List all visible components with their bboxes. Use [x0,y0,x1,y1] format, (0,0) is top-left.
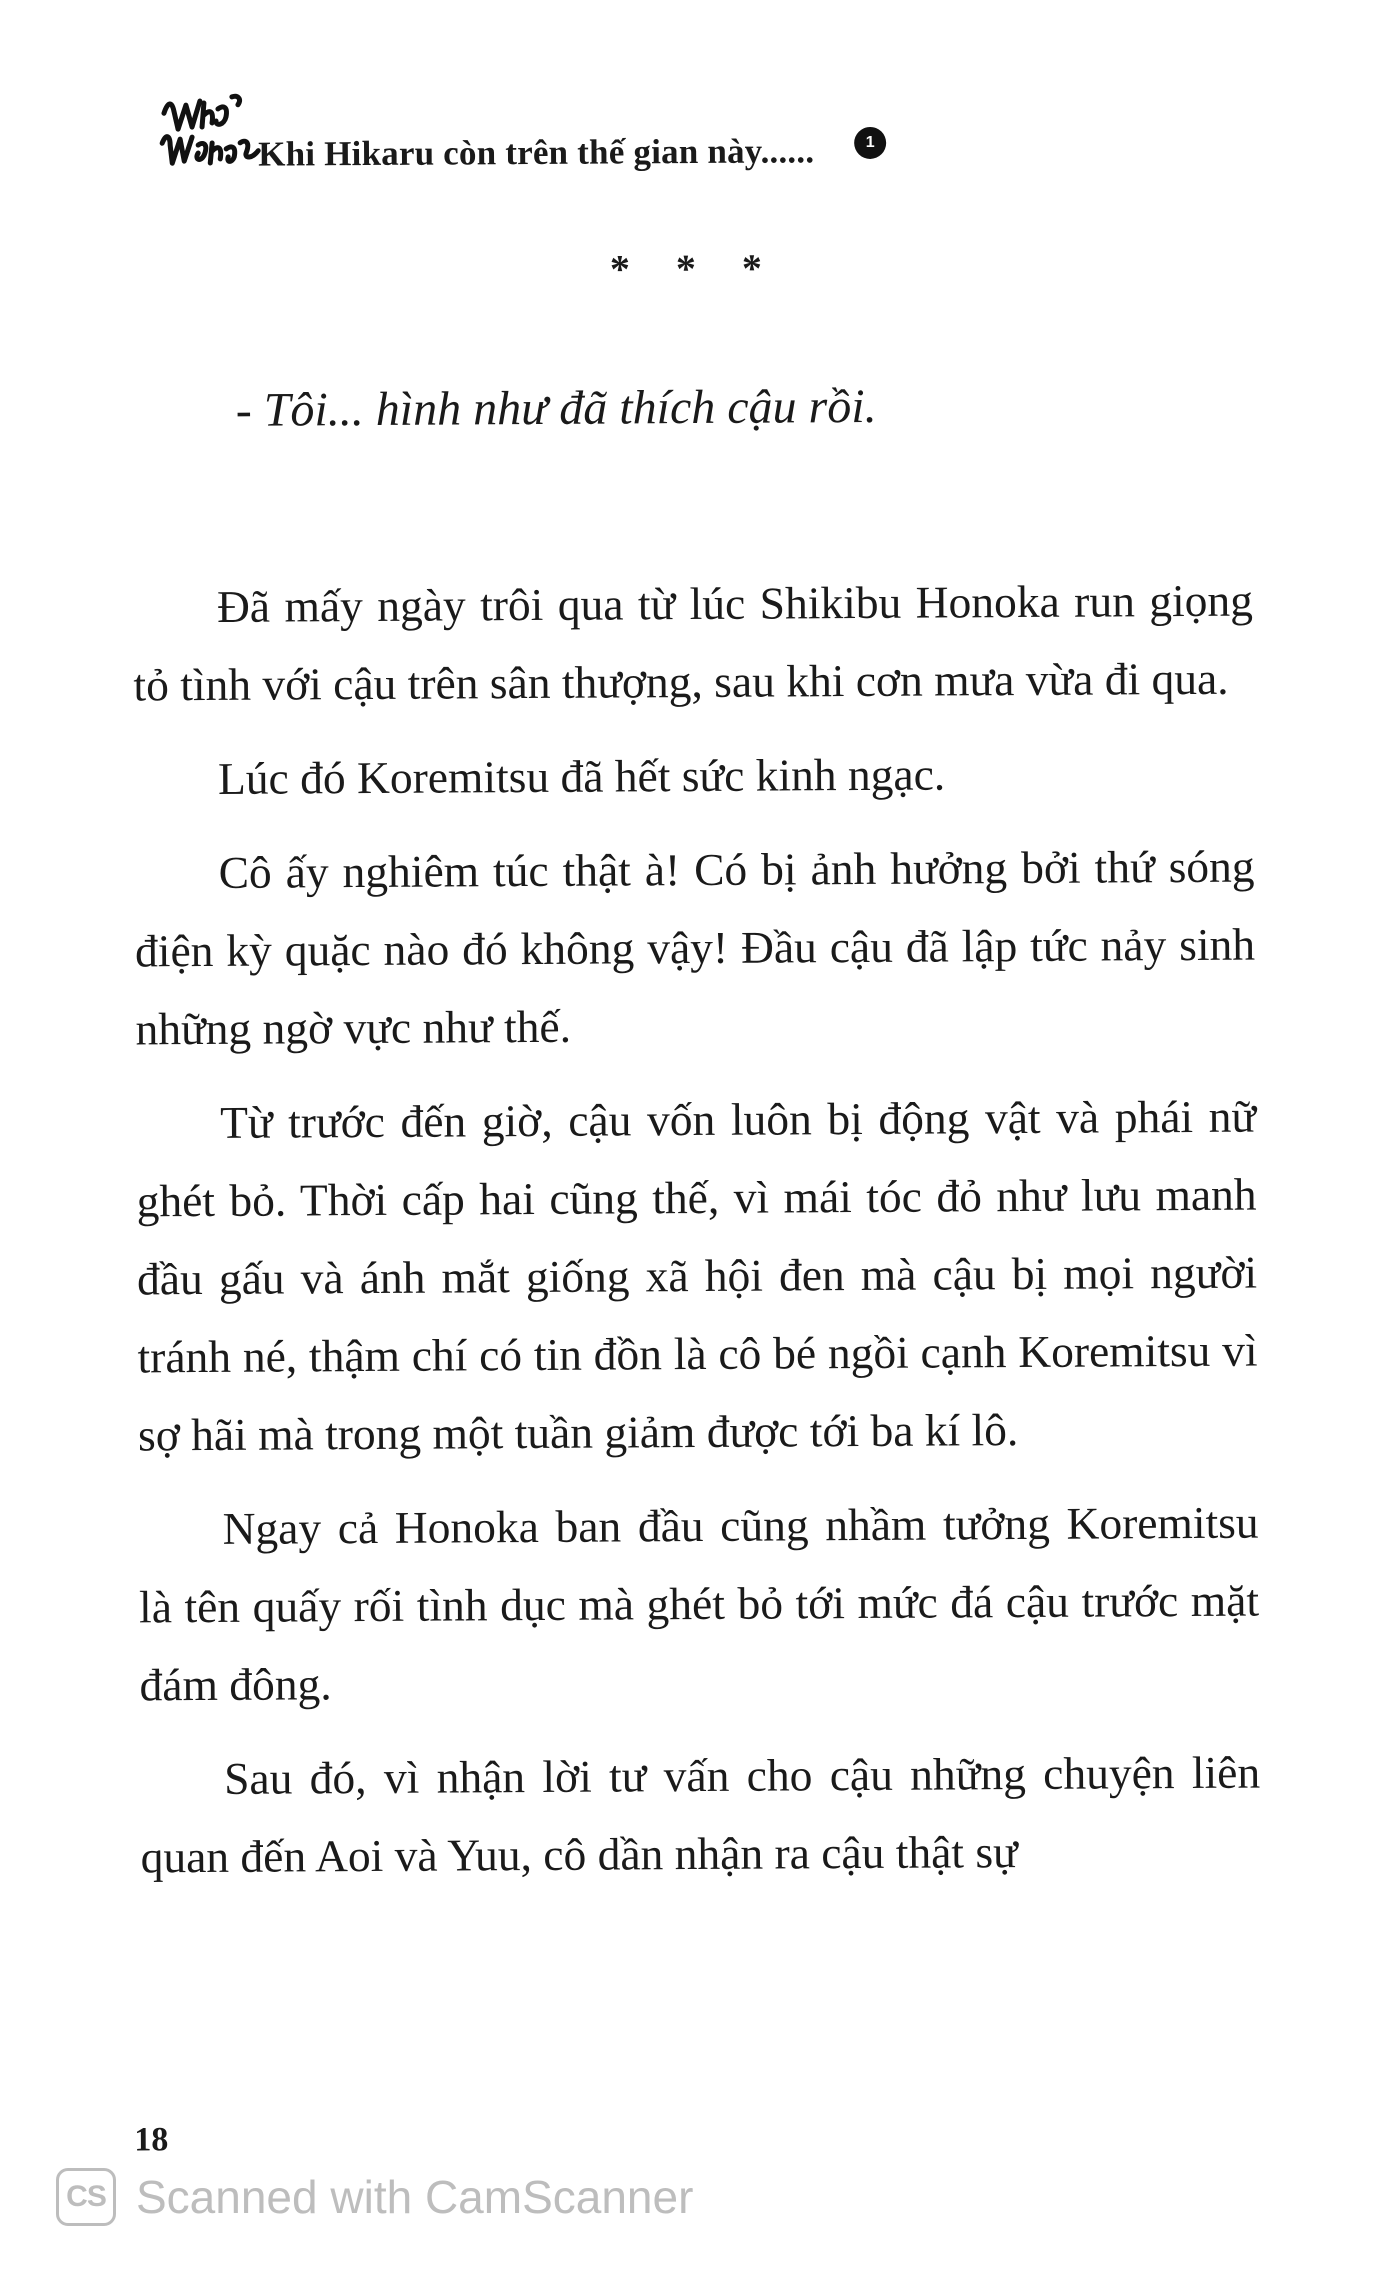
paragraph: Sau đó, vì nhận lời tư vấn cho cậu những chuyện liên quan đến Aoi và Yuu, cô dần nhận ra cậu thật sự [140,1746,1261,1883]
paragraph: Cô ấy nghiêm túc thật à! Có bị ảnh hưởng bởi thứ sóng điện kỳ quặc nào đó không vậy! Đầu cậu đã lập tức nảy sinh những ngờ vực như thế. [134,840,1256,1055]
volume-number-badge: 1 [854,127,886,159]
paragraph: Lúc đó Koremitsu đã hết sức kinh ngạc. [217,748,946,804]
series-title: Khi Hikaru còn trên thế gian này...... [258,131,815,174]
opening-quote: - Tôi... hình như đã thích cậu rồi. [235,379,877,437]
body-text [133,562,1261,1913]
page-number: 18 [134,2121,169,2159]
paragraph: Đã mấy ngày trôi qua từ lúc Shikibu Honoka run giọng tỏ tình với cậu trên sân thượng, sau khi cơn mưa vừa đi qua. [133,574,1254,711]
camscanner-logo-icon: CS [56,2168,116,2226]
paragraph: Từ trước đến giờ, cậu vốn luôn bị động vật và phái nữ ghét bỏ. Thời cấp hai cũng thế, vì mái tóc đỏ như lưu manh đầu gấu và ánh mắt giống xã hội đen mà cậu bị mọi người tránh né, thậm chí có tin đồn là cô bé ngồi cạnh Koremitsu vì sợ hãi mà trong một tuần giảm được tới ba kí lô. [136,1090,1258,1461]
section-divider: * * * [609,245,781,292]
watermark-text: Scanned with CamScanner [136,2171,694,2223]
camscanner-watermark [56,2165,693,2229]
series-logo-icon [154,83,265,184]
paragraph: Ngay cả Honoka ban đầu cũng nhầm tưởng Koremitsu là tên quấy rối tình dục mà ghét bỏ tới mức đá cậu trước mặt đám đông. [138,1496,1260,1711]
running-header [154,79,915,194]
